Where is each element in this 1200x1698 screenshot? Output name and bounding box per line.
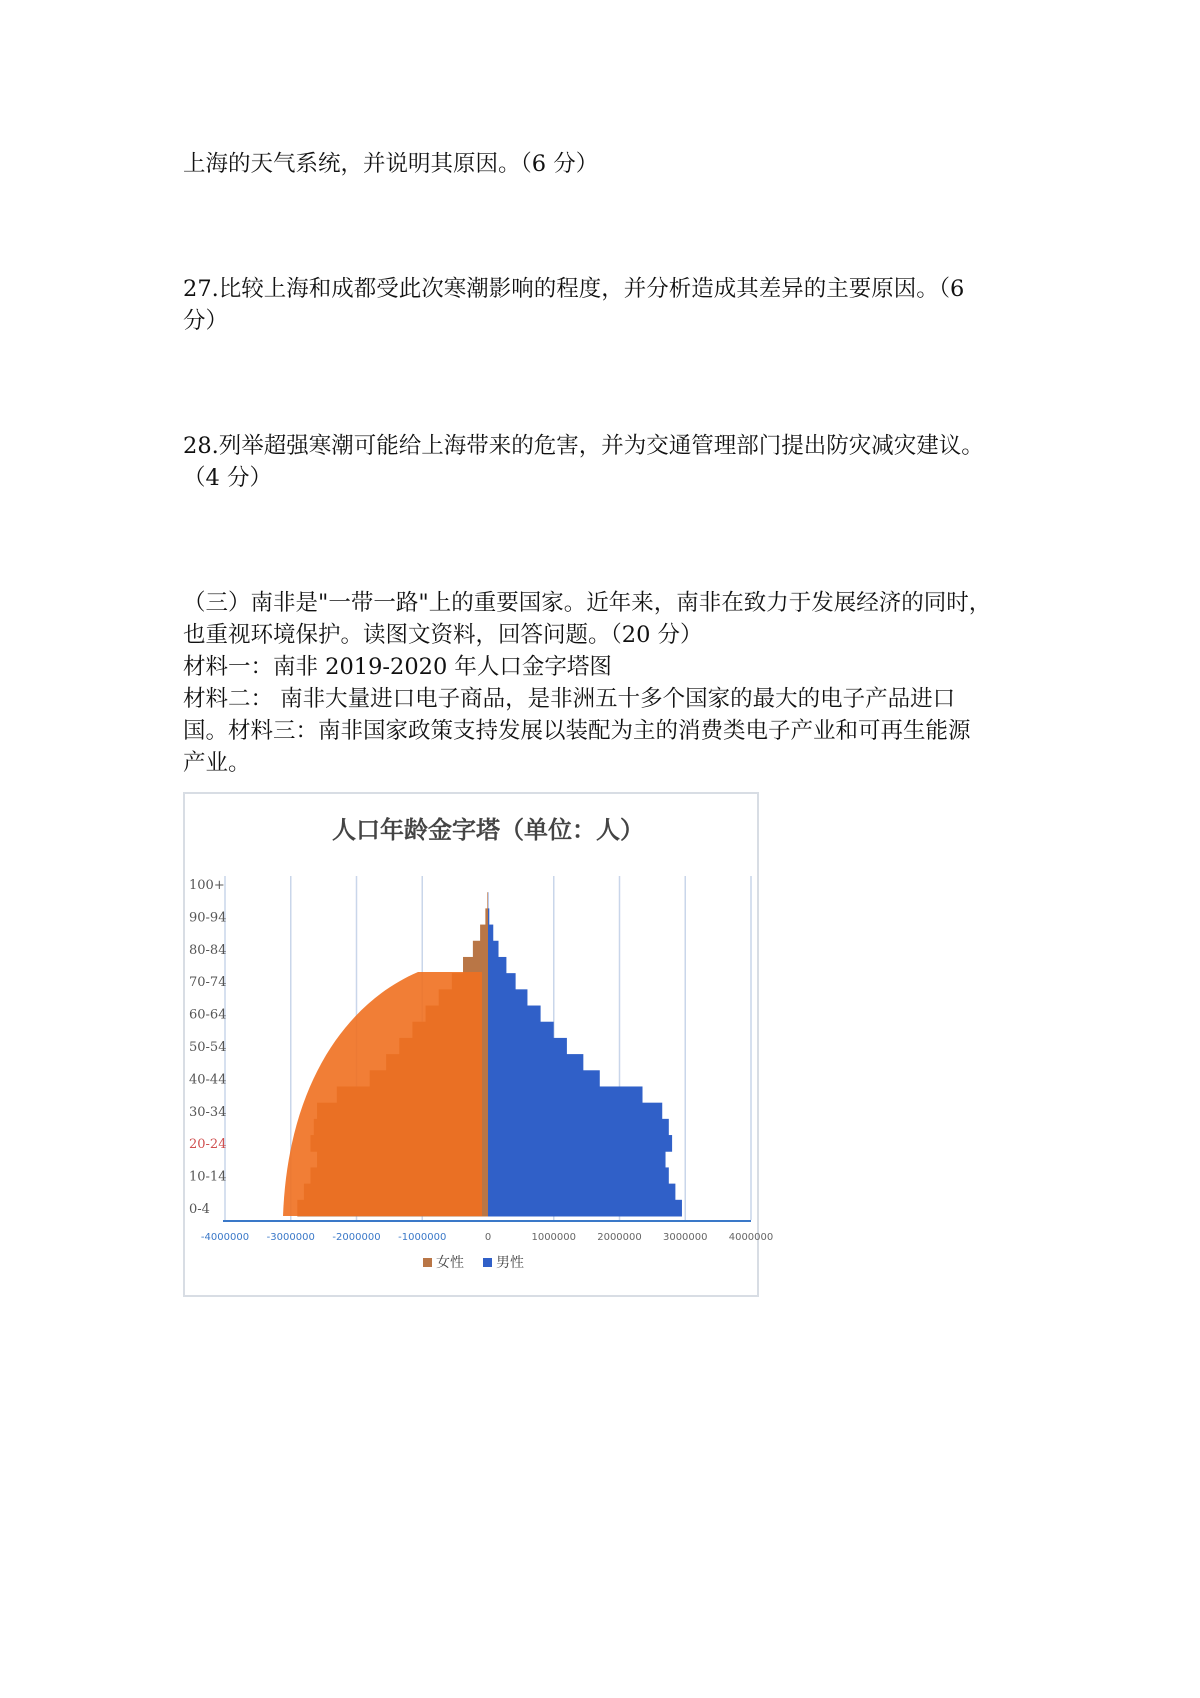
y-tick-10-14: 10-14 — [189, 1169, 227, 1185]
y-tick-60-64: 60-64 — [189, 1007, 227, 1023]
chart-title: 人口年龄金字塔（单位：人） — [332, 815, 644, 844]
bar-male-85-89 — [488, 925, 493, 942]
bar-male-10-14 — [488, 1167, 669, 1184]
q26-tail — [183, 148, 1033, 180]
section3-line-1: （三）南非是"一带一路"上的重要国家。近年来，南非在致力于发展经济的同时， — [183, 590, 992, 616]
bar-male-90-94 — [488, 908, 489, 925]
bar-male-30-34 — [488, 1103, 662, 1120]
y-tick-30-34: 30-34 — [189, 1104, 227, 1120]
bar-male-60-64 — [488, 1006, 541, 1023]
q27-line-2: 分） — [183, 308, 229, 334]
bar-male-70-74 — [488, 973, 516, 990]
bar-female-95-99 — [487, 892, 488, 909]
population-pyramid-figure — [183, 792, 774, 1297]
bar-male-80-84 — [488, 941, 499, 958]
x-tick-7: 3000000 — [662, 1232, 708, 1243]
y-tick-80-84: 80-84 — [189, 942, 227, 958]
bar-female-85-89 — [480, 925, 488, 942]
x-tick-8: 4000000 — [728, 1232, 774, 1243]
legend-swatch-1 — [483, 1258, 492, 1267]
y-tick-0-4: 0-4 — [189, 1201, 210, 1217]
y-tick-50-54: 50-54 — [189, 1040, 227, 1055]
bar-male-35-39 — [488, 1086, 643, 1103]
bar-female-90-94 — [485, 908, 488, 925]
y-tick-70-74: 70-74 — [189, 975, 227, 991]
x-tick-4: 0 — [484, 1232, 492, 1243]
q27-line-1: 27.比较上海和成都受此次寒潮影响的程度，并分析造成其差异的主要原因。（6 — [183, 276, 965, 302]
y-tick-20-24: 20-24 — [189, 1137, 227, 1153]
y-tick-90-94: 90-94 — [189, 910, 227, 926]
y-tick-40-44: 40-44 — [189, 1072, 227, 1088]
bar-male-75-79 — [488, 957, 506, 974]
bar-male-15-19 — [488, 1151, 666, 1168]
x-tick-3: -1000000 — [398, 1232, 447, 1243]
q28-line-1: 28.列举超强寒潮可能给上海带来的危害，并为交通管理部门提出防灾减灾建议。 — [183, 433, 984, 459]
section-3 — [183, 587, 1033, 779]
x-tick-1: -3000000 — [266, 1232, 315, 1243]
x-tick-0: -4000000 — [200, 1232, 250, 1243]
population-pyramid-chart — [183, 792, 774, 1297]
bar-male-50-54 — [488, 1038, 567, 1055]
bar-male-0-4 — [488, 1200, 682, 1217]
legend-swatch-0 — [423, 1258, 432, 1267]
x-tick-6: 2000000 — [597, 1232, 642, 1243]
legend-label-0: 女性 — [436, 1255, 464, 1271]
legend-label-1: 男性 — [496, 1255, 524, 1271]
section3-line-6: 产业。 — [183, 750, 251, 776]
q28-line-2: （4 分） — [183, 465, 272, 491]
bar-male-65-69 — [488, 989, 527, 1006]
section3-line-4: 材料二： 南非大量进口电子商品，是非洲五十多个国家的最大的电子产品进口 — [183, 686, 956, 712]
bar-male-55-59 — [488, 1022, 554, 1039]
bar-male-40-44 — [488, 1070, 600, 1087]
y-tick-100+: 100+ — [189, 878, 225, 894]
x-tick-2: -2000000 — [332, 1232, 381, 1243]
bar-female-80-84 — [473, 941, 488, 958]
section3-line-3: 材料一：南非 2019-2020 年人口金字塔图 — [183, 654, 612, 680]
bar-male-45-49 — [488, 1054, 583, 1071]
bar-male-5-9 — [488, 1184, 675, 1201]
section3-line-5: 国。材料三：南非国家政策支持发展以装配为主的消费类电子产业和可再生能源 — [183, 718, 971, 744]
question-27 — [183, 273, 1033, 337]
bar-male-20-24 — [488, 1135, 672, 1152]
bar-female-75-79 — [463, 957, 488, 974]
x-tick-5: 1000000 — [531, 1232, 577, 1243]
q26-line: 上海的天气系统，并说明其原因。（6 分） — [183, 151, 599, 177]
bar-male-25-29 — [488, 1119, 669, 1136]
section3-line-2: 也重视环境保护。读图文资料，回答问题。（20 分） — [183, 622, 703, 648]
question-28 — [183, 430, 1033, 494]
